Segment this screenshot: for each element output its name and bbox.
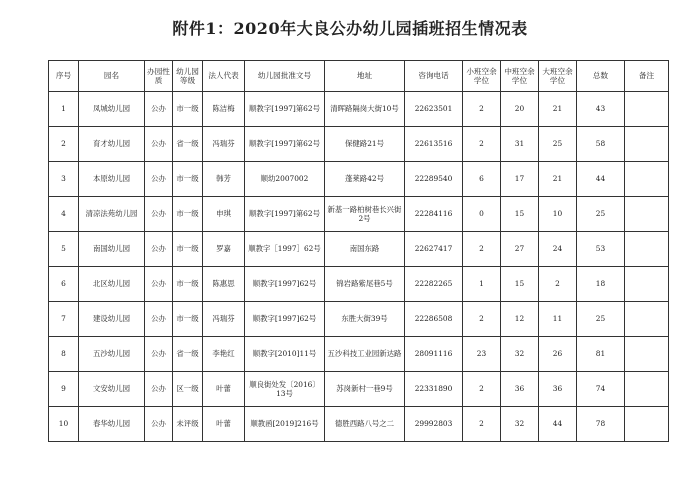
cell-level: 区一级 [173, 372, 203, 407]
cell-approval: 顺教函[2019]216号 [245, 407, 325, 442]
cell-name: 南国幼儿园 [79, 232, 145, 267]
cell-level: 市一级 [173, 302, 203, 337]
cell-nature: 公办 [145, 267, 173, 302]
cell-level: 市一级 [173, 267, 203, 302]
cell-large: 2 [539, 267, 577, 302]
cell-large: 25 [539, 127, 577, 162]
cell-nature: 公办 [145, 197, 173, 232]
cell-phone: 22613516 [405, 127, 463, 162]
cell-approval: 顺教字[1997]62号 [245, 267, 325, 302]
cell-small: 2 [463, 232, 501, 267]
cell-note [625, 197, 669, 232]
cell-address: 蓬莱路42号 [325, 162, 405, 197]
cell-phone: 22286508 [405, 302, 463, 337]
cell-total: 43 [577, 92, 625, 127]
cell-rep: 陈洁梅 [203, 92, 245, 127]
cell-note [625, 302, 669, 337]
cell-rep: 李艳红 [203, 337, 245, 372]
cell-nature: 公办 [145, 407, 173, 442]
cell-level: 市一级 [173, 232, 203, 267]
cell-small: 0 [463, 197, 501, 232]
cell-middle: 15 [501, 197, 539, 232]
cell-small: 2 [463, 92, 501, 127]
cell-note [625, 162, 669, 197]
header-seq: 序号 [49, 61, 79, 92]
cell-rep: 韩芳 [203, 162, 245, 197]
cell-middle: 36 [501, 372, 539, 407]
cell-phone: 22289540 [405, 162, 463, 197]
cell-name: 凤城幼儿园 [79, 92, 145, 127]
page-title: 附件1：2020年大良公办幼儿园插班招生情况表 [172, 19, 528, 38]
cell-approval: 顺教字[1997]第62号 [245, 197, 325, 232]
cell-large: 24 [539, 232, 577, 267]
cell-note [625, 407, 669, 442]
cell-note [625, 337, 669, 372]
cell-note [625, 267, 669, 302]
cell-note [625, 232, 669, 267]
cell-address: 南国东路 [325, 232, 405, 267]
table-row [49, 267, 669, 302]
cell-address: 锦岩路紫尾巷5号 [325, 267, 405, 302]
cell-name: 育才幼儿园 [79, 127, 145, 162]
cell-nature: 公办 [145, 162, 173, 197]
cell-name: 北区幼儿园 [79, 267, 145, 302]
table-row [49, 162, 669, 197]
cell-total: 78 [577, 407, 625, 442]
cell-address: 保健路21号 [325, 127, 405, 162]
cell-address: 德胜西路八号之二 [325, 407, 405, 442]
cell-name: 五沙幼儿园 [79, 337, 145, 372]
cell-seq: 10 [49, 407, 79, 442]
cell-total: 25 [577, 197, 625, 232]
cell-name: 文安幼儿园 [79, 372, 145, 407]
table-row [49, 372, 669, 407]
header-large: 大班空余学位 [539, 61, 577, 92]
header-nature: 办园性质 [145, 61, 173, 92]
cell-rep: 罗嘉 [203, 232, 245, 267]
cell-approval: 顺教字[1997]第62号 [245, 127, 325, 162]
cell-small: 2 [463, 372, 501, 407]
table-row [49, 337, 669, 372]
cell-phone: 22282265 [405, 267, 463, 302]
cell-phone: 22627417 [405, 232, 463, 267]
cell-total: 18 [577, 267, 625, 302]
enrollment-table [48, 60, 669, 442]
cell-large: 36 [539, 372, 577, 407]
cell-level: 市一级 [173, 92, 203, 127]
cell-seq: 2 [49, 127, 79, 162]
cell-total: 44 [577, 162, 625, 197]
cell-phone: 22623501 [405, 92, 463, 127]
cell-note [625, 372, 669, 407]
cell-seq: 6 [49, 267, 79, 302]
cell-rep: 冯瑞芬 [203, 302, 245, 337]
cell-small: 6 [463, 162, 501, 197]
cell-address: 清晖路隔岗大街10号 [325, 92, 405, 127]
cell-rep: 陈惠思 [203, 267, 245, 302]
cell-seq: 8 [49, 337, 79, 372]
cell-nature: 公办 [145, 337, 173, 372]
cell-level: 市一级 [173, 162, 203, 197]
cell-rep: 申琪 [203, 197, 245, 232]
cell-name: 春华幼儿园 [79, 407, 145, 442]
cell-total: 81 [577, 337, 625, 372]
cell-large: 26 [539, 337, 577, 372]
cell-small: 2 [463, 407, 501, 442]
header-phone: 咨询电话 [405, 61, 463, 92]
cell-total: 74 [577, 372, 625, 407]
cell-note [625, 127, 669, 162]
cell-small: 2 [463, 302, 501, 337]
header-total: 总数 [577, 61, 625, 92]
cell-rep: 叶蕾 [203, 407, 245, 442]
header-name: 园名 [79, 61, 145, 92]
header-small: 小班空余学位 [463, 61, 501, 92]
table-row [49, 197, 669, 232]
cell-nature: 公办 [145, 232, 173, 267]
cell-rep: 叶蕾 [203, 372, 245, 407]
cell-total: 53 [577, 232, 625, 267]
header-rep: 法人代表 [203, 61, 245, 92]
cell-seq: 4 [49, 197, 79, 232]
cell-phone: 22284116 [405, 197, 463, 232]
cell-seq: 1 [49, 92, 79, 127]
cell-middle: 15 [501, 267, 539, 302]
cell-note [625, 92, 669, 127]
cell-large: 11 [539, 302, 577, 337]
cell-middle: 31 [501, 127, 539, 162]
header-middle: 中班空余学位 [501, 61, 539, 92]
cell-name: 建设幼儿园 [79, 302, 145, 337]
cell-name: 本原幼儿园 [79, 162, 145, 197]
cell-phone: 22331890 [405, 372, 463, 407]
cell-approval: 顺教字[1997]第62号 [245, 92, 325, 127]
cell-middle: 17 [501, 162, 539, 197]
header-address: 地址 [325, 61, 405, 92]
cell-middle: 27 [501, 232, 539, 267]
cell-middle: 12 [501, 302, 539, 337]
cell-address: 苏岗新村一巷9号 [325, 372, 405, 407]
cell-large: 21 [539, 162, 577, 197]
table-header-row [49, 61, 669, 92]
cell-seq: 9 [49, 372, 79, 407]
cell-phone: 28091116 [405, 337, 463, 372]
cell-nature: 公办 [145, 92, 173, 127]
cell-level: 市一级 [173, 197, 203, 232]
cell-name: 清凉法苑幼儿园 [79, 197, 145, 232]
cell-large: 21 [539, 92, 577, 127]
cell-address: 五沙科技工业园新达路 [325, 337, 405, 372]
cell-approval: 顺良街处发〔2016〕13号 [245, 372, 325, 407]
cell-approval: 顺教字[1997]62号 [245, 302, 325, 337]
cell-address: 新基一路柏树巷长兴街2号 [325, 197, 405, 232]
cell-approval: 顺教字［1997］62号 [245, 232, 325, 267]
cell-level: 省一级 [173, 337, 203, 372]
cell-approval: 顺教字[2010]11号 [245, 337, 325, 372]
cell-middle: 32 [501, 337, 539, 372]
table-row [49, 232, 669, 267]
cell-rep: 冯瑞芬 [203, 127, 245, 162]
cell-nature: 公办 [145, 127, 173, 162]
table-row [49, 407, 669, 442]
cell-total: 58 [577, 127, 625, 162]
header-note: 备注 [625, 61, 669, 92]
cell-large: 10 [539, 197, 577, 232]
cell-total: 25 [577, 302, 625, 337]
cell-address: 东胜大街39号 [325, 302, 405, 337]
table-row [49, 127, 669, 162]
cell-seq: 3 [49, 162, 79, 197]
cell-small: 23 [463, 337, 501, 372]
cell-seq: 5 [49, 232, 79, 267]
header-approval: 幼儿园批准文号 [245, 61, 325, 92]
cell-middle: 20 [501, 92, 539, 127]
cell-nature: 公办 [145, 302, 173, 337]
table-row [49, 92, 669, 127]
cell-nature: 公办 [145, 372, 173, 407]
cell-phone: 29992803 [405, 407, 463, 442]
cell-level: 省一级 [173, 127, 203, 162]
table-row [49, 302, 669, 337]
cell-approval: 顺幼2007002 [245, 162, 325, 197]
cell-small: 2 [463, 127, 501, 162]
cell-large: 44 [539, 407, 577, 442]
cell-small: 1 [463, 267, 501, 302]
cell-seq: 7 [49, 302, 79, 337]
header-level: 幼儿园等级 [173, 61, 203, 92]
cell-middle: 32 [501, 407, 539, 442]
cell-level: 未评级 [173, 407, 203, 442]
